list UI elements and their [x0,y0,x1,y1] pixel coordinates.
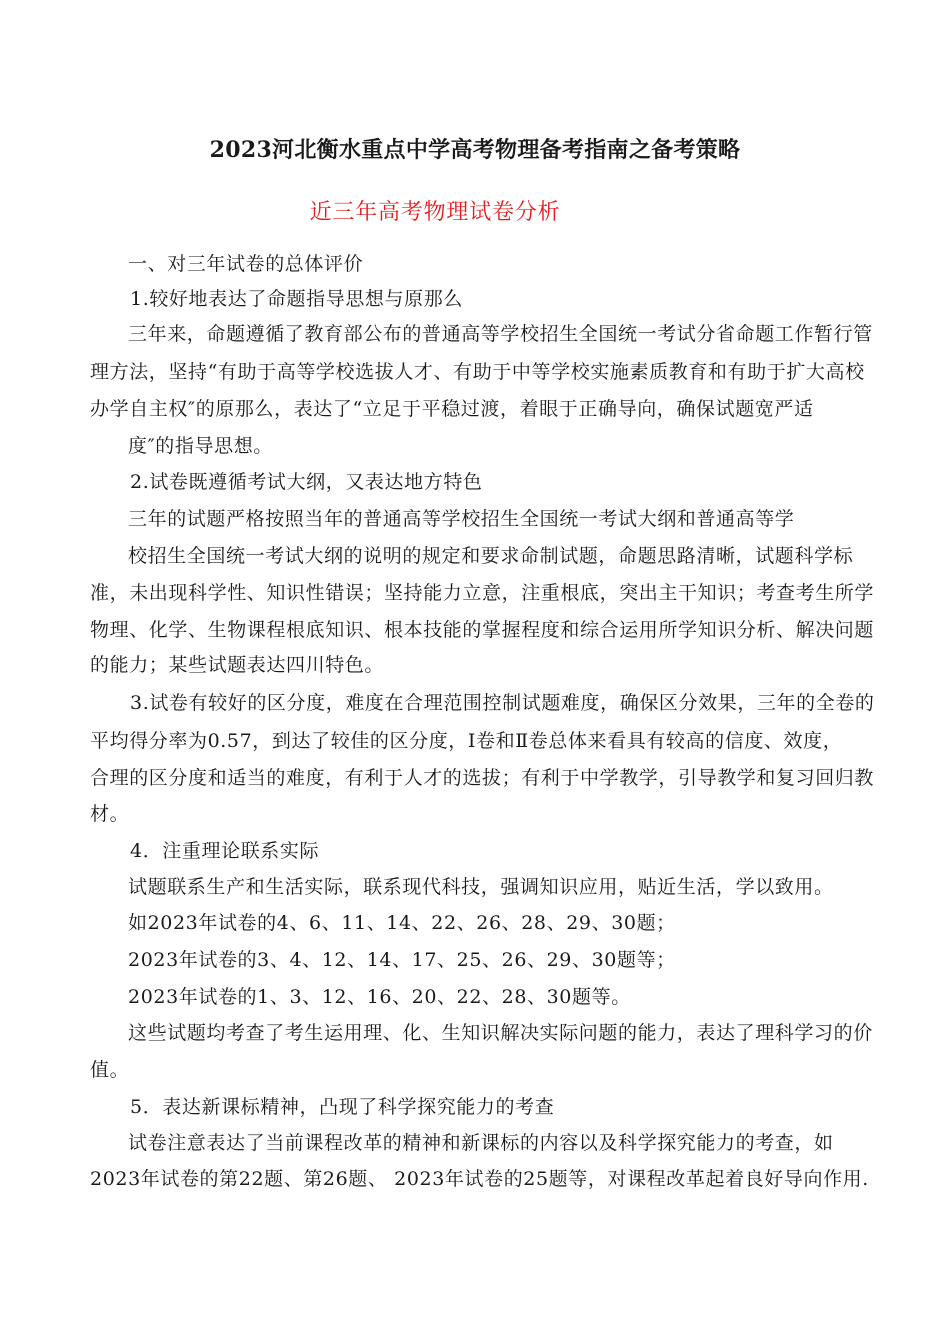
paragraph-line: 办学自主权″的原那么，表达了“立足于平稳过渡，着眼于正确导向，确保试题宽严适 [90,398,814,420]
paragraph-line: 校招生全国统一考试大纲的说明的规定和要求命制试题，命题思路清晰，试题科学标 [128,545,854,567]
paragraph-line: 三年来，命题遵循了教育部公布的普通高等学校招生全国统一考试分省命题工作暂行管 [128,323,873,345]
paragraph-line: 试题联系生产和生活实际，联系现代科技，强调知识应用，贴近生活，学以致用。 [128,876,834,898]
paragraph-line: 试卷注意表达了当前课程改革的精神和新课标的内容以及科学探究能力的考查，如 [128,1132,834,1154]
section-heading-overall-evaluation: 一、对三年试卷的总体评价 [128,253,364,275]
point-heading-3: 3.试卷有较好的区分度，难度在合理范围控制试题难度，确保区分效果，三年的全卷的 [130,692,875,714]
document-title: 2023河北衡水重点中学高考物理备考指南之备考策略 [209,137,741,163]
paragraph-line: 三年的试题严格按照当年的普通高等学校招生全国统一考试大纲和普通高等学 [128,508,795,530]
point-heading-4: 4．注重理论联系实际 [130,840,320,862]
paragraph-line: 2023年试卷的第22题、第26题、 2023年试卷的25题等，对课程改革起着良好导向作用. [90,1168,869,1190]
paragraph-line: 准，未出现科学性、知识性错误；坚持能力立意，注重根底，突出主干知识；考查考生所学 [90,582,875,604]
point-heading-5: 5．表达新课标精神，凸现了科学探究能力的考查 [130,1096,555,1118]
point-heading-2: 2.试卷既遵循考试大纲，又表达地方特色 [130,471,483,493]
document-subtitle: 近三年高考物理试卷分析 [309,200,561,225]
paragraph-line: 理方法，坚持“有助于高等学校选拔人才、有助于中等学校实施素质教育和有助于扩大高校 [90,361,865,383]
paragraph-line: 材。 [90,803,130,825]
paragraph-line: 这些试题均考查了考生运用理、化、生知识解决实际问题的能力，表达了理科学习的价 [128,1022,873,1044]
paragraph-line: 2023年试卷的3、4、12、14、17、25、26、29、30题等； [128,949,676,971]
paragraph-line: 合理的区分度和适当的难度，有利于人才的选拔；有利于中学教学，引导教学和复习回归教 [90,767,875,789]
paragraph-line: 平均得分率为0.57，到达了较佳的区分度，Ⅰ卷和Ⅱ卷总体来看具有较高的信度、效度， [90,730,843,752]
paragraph-line: 2023年试卷的1、3、12、16、20、22、28、30题等。 [128,986,631,1008]
paragraph-line: 物理、化学、生物课程根底知识、根本技能的掌握程度和综合运用所学知识分析、解决问题 [90,619,875,641]
paragraph-line: 度″的指导思想。 [128,435,273,457]
point-heading-1: 1.较好地表达了命题指导思想与原那么 [130,288,463,310]
paragraph-line: 的能力；某些试题表达四川特色。 [90,654,385,676]
paragraph-line: 如2023年试卷的4、6、11、14、22、26、28、29、30题； [128,912,676,934]
paragraph-line: 值。 [90,1059,130,1081]
